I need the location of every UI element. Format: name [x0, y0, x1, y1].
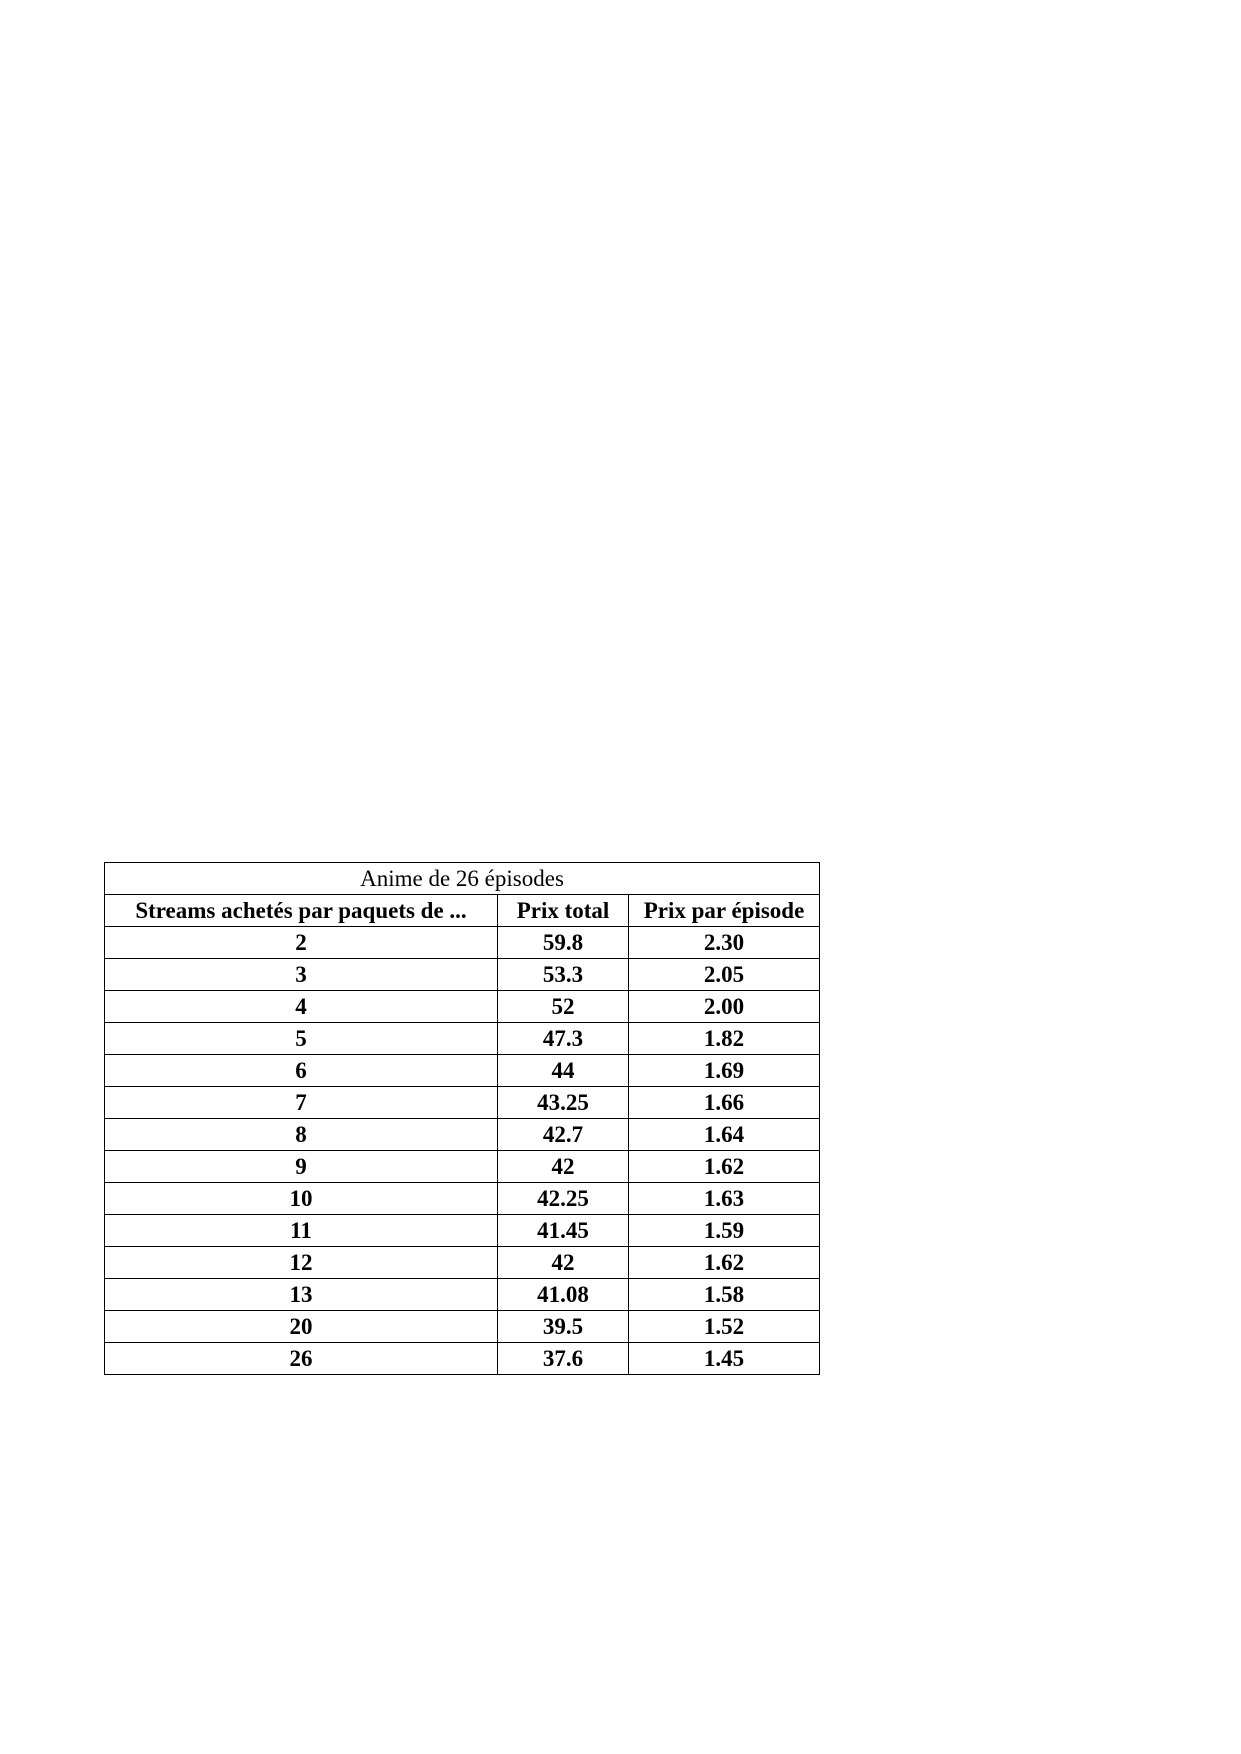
table-row: [105, 1023, 820, 1055]
column-header-price-per-episode: Prix par épisode: [629, 895, 820, 927]
cell-pack-size: 3: [105, 959, 498, 991]
cell-price-per-episode: 1.69: [629, 1055, 820, 1087]
table-row: [105, 927, 820, 959]
table-row: [105, 959, 820, 991]
cell-total-price: 52: [498, 991, 629, 1023]
cell-price-per-episode: 1.64: [629, 1119, 820, 1151]
cell-pack-size: 9: [105, 1151, 498, 1183]
table-row: [105, 1247, 820, 1279]
table-row: [105, 1119, 820, 1151]
cell-price-per-episode: 1.63: [629, 1183, 820, 1215]
cell-price-per-episode: 1.52: [629, 1311, 820, 1343]
cell-pack-size: 4: [105, 991, 498, 1023]
column-header-pack-size: Streams achetés par paquets de ...: [105, 895, 498, 927]
table-row: [105, 1279, 820, 1311]
cell-price-per-episode: 1.45: [629, 1343, 820, 1375]
cell-price-per-episode: 2.05: [629, 959, 820, 991]
cell-total-price: 43.25: [498, 1087, 629, 1119]
table-row: [105, 1215, 820, 1247]
cell-price-per-episode: 1.58: [629, 1279, 820, 1311]
table-header-row: [105, 895, 820, 927]
cell-pack-size: 12: [105, 1247, 498, 1279]
cell-pack-size: 26: [105, 1343, 498, 1375]
cell-price-per-episode: 1.82: [629, 1023, 820, 1055]
cell-total-price: 39.5: [498, 1311, 629, 1343]
cell-total-price: 41.08: [498, 1279, 629, 1311]
table-row: [105, 1343, 820, 1375]
cell-pack-size: 7: [105, 1087, 498, 1119]
cell-price-per-episode: 1.59: [629, 1215, 820, 1247]
cell-total-price: 42.25: [498, 1183, 629, 1215]
cell-price-per-episode: 2.30: [629, 927, 820, 959]
table-row: [105, 991, 820, 1023]
cell-pack-size: 2: [105, 927, 498, 959]
cell-total-price: 53.3: [498, 959, 629, 991]
table-row: [105, 1055, 820, 1087]
cell-total-price: 42.7: [498, 1119, 629, 1151]
pricing-table: [104, 862, 820, 1375]
cell-total-price: 44: [498, 1055, 629, 1087]
table-title-row: [105, 863, 820, 895]
cell-pack-size: 8: [105, 1119, 498, 1151]
table-row: [105, 1183, 820, 1215]
cell-pack-size: 10: [105, 1183, 498, 1215]
table-row: [105, 1151, 820, 1183]
table-title: Anime de 26 épisodes: [105, 863, 820, 895]
cell-pack-size: 6: [105, 1055, 498, 1087]
table-row: [105, 1087, 820, 1119]
cell-pack-size: 20: [105, 1311, 498, 1343]
cell-total-price: 37.6: [498, 1343, 629, 1375]
cell-total-price: 47.3: [498, 1023, 629, 1055]
cell-price-per-episode: 1.62: [629, 1151, 820, 1183]
cell-price-per-episode: 2.00: [629, 991, 820, 1023]
cell-pack-size: 11: [105, 1215, 498, 1247]
cell-total-price: 42: [498, 1247, 629, 1279]
cell-total-price: 41.45: [498, 1215, 629, 1247]
cell-price-per-episode: 1.66: [629, 1087, 820, 1119]
table-row: [105, 1311, 820, 1343]
cell-pack-size: 13: [105, 1279, 498, 1311]
cell-total-price: 59.8: [498, 927, 629, 959]
cell-price-per-episode: 1.62: [629, 1247, 820, 1279]
column-header-total-price: Prix total: [498, 895, 629, 927]
cell-pack-size: 5: [105, 1023, 498, 1055]
cell-total-price: 42: [498, 1151, 629, 1183]
